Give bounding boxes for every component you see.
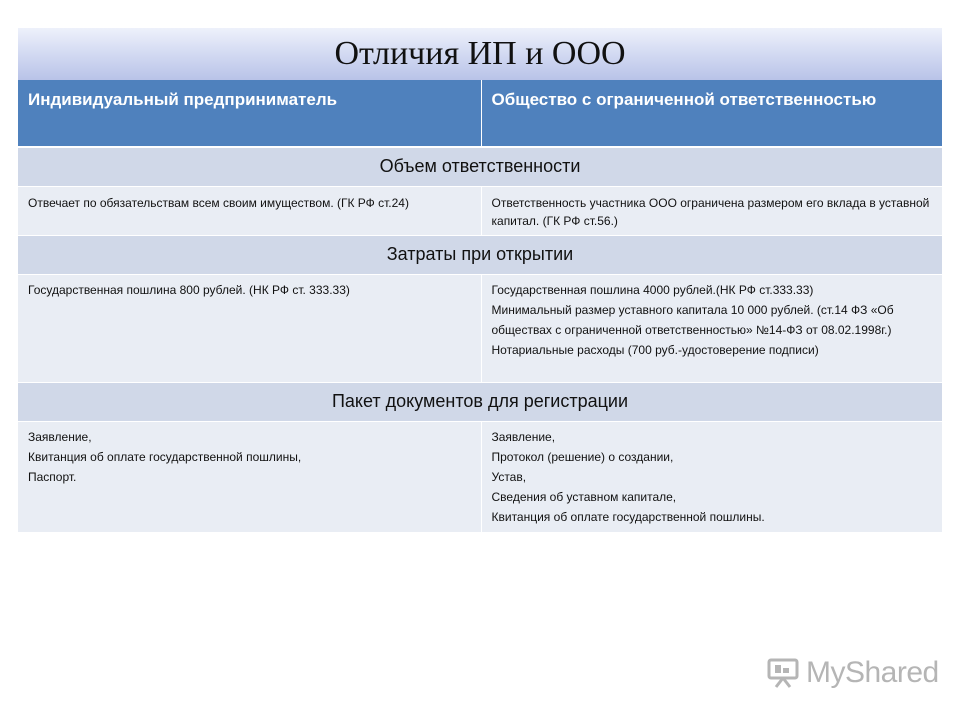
cell-line: Минимальный размер уставного капитала 10 000 рублей. (ст.14 ФЗ «Об обществах с ограниченной ответственностью» №14-ФЗ от 08.02.1998г.) bbox=[491, 302, 894, 337]
section-heading-row bbox=[18, 147, 942, 186]
cell-line: Сведения об уставном капитале, bbox=[491, 489, 677, 504]
cell-line: Государственная пошлина 800 рублей. (НК РФ ст. 333.33) bbox=[28, 282, 350, 297]
table-header-row bbox=[18, 80, 942, 147]
section-heading-row bbox=[18, 235, 942, 274]
title-bar bbox=[18, 28, 942, 80]
table-row bbox=[18, 186, 942, 235]
section-heading-row bbox=[18, 382, 942, 421]
section-heading-liability: Объем ответственности bbox=[18, 147, 942, 186]
cell-line: Паспорт. bbox=[28, 469, 77, 484]
cell-ip-costs bbox=[18, 274, 481, 382]
cell-line: Квитанция об оплате государственной пошлины. bbox=[491, 509, 765, 524]
cell-line: Ответственность участника ООО ограничена размером его вклада в уставной капитал. (ГК РФ ст.56.) bbox=[491, 195, 930, 228]
cell-ooo-costs bbox=[481, 274, 942, 382]
cell-line: Заявление, bbox=[491, 429, 556, 444]
cell-ip-documents bbox=[18, 421, 481, 532]
cell-ooo-documents bbox=[481, 421, 942, 532]
page-title: Отличия ИП и ООО bbox=[334, 35, 626, 72]
section-heading-costs: Затраты при открытии bbox=[18, 235, 942, 274]
cell-line: Квитанция об оплате государственной пошлины, bbox=[28, 449, 302, 464]
header-ip: Индивидуальный предприниматель bbox=[18, 80, 481, 147]
cell-line: Заявление, bbox=[28, 429, 92, 444]
cell-ip-liability bbox=[18, 186, 481, 235]
cell-line: Нотариальные расходы (700 руб.-удостоверение подписи) bbox=[491, 342, 819, 357]
cell-line: Государственная пошлина 4000 рублей.(НК РФ ст.333.33) bbox=[491, 282, 814, 297]
presentation-icon bbox=[766, 657, 800, 689]
table-row bbox=[18, 274, 942, 382]
header-ooo: Общество с ограниченной ответственностью bbox=[481, 80, 942, 147]
cell-ooo-liability bbox=[481, 186, 942, 235]
cell-line: Протокол (решение) о создании, bbox=[491, 449, 674, 464]
watermark-text: MyShared bbox=[806, 656, 939, 689]
watermark-logo bbox=[766, 656, 939, 690]
comparison-table bbox=[18, 80, 942, 533]
table-row bbox=[18, 421, 942, 532]
cell-line: Отвечает по обязательствам всем своим имуществом. (ГК РФ ст.24) bbox=[28, 195, 409, 210]
cell-line: Устав, bbox=[491, 469, 527, 484]
section-heading-documents: Пакет документов для регистрации bbox=[18, 382, 942, 421]
